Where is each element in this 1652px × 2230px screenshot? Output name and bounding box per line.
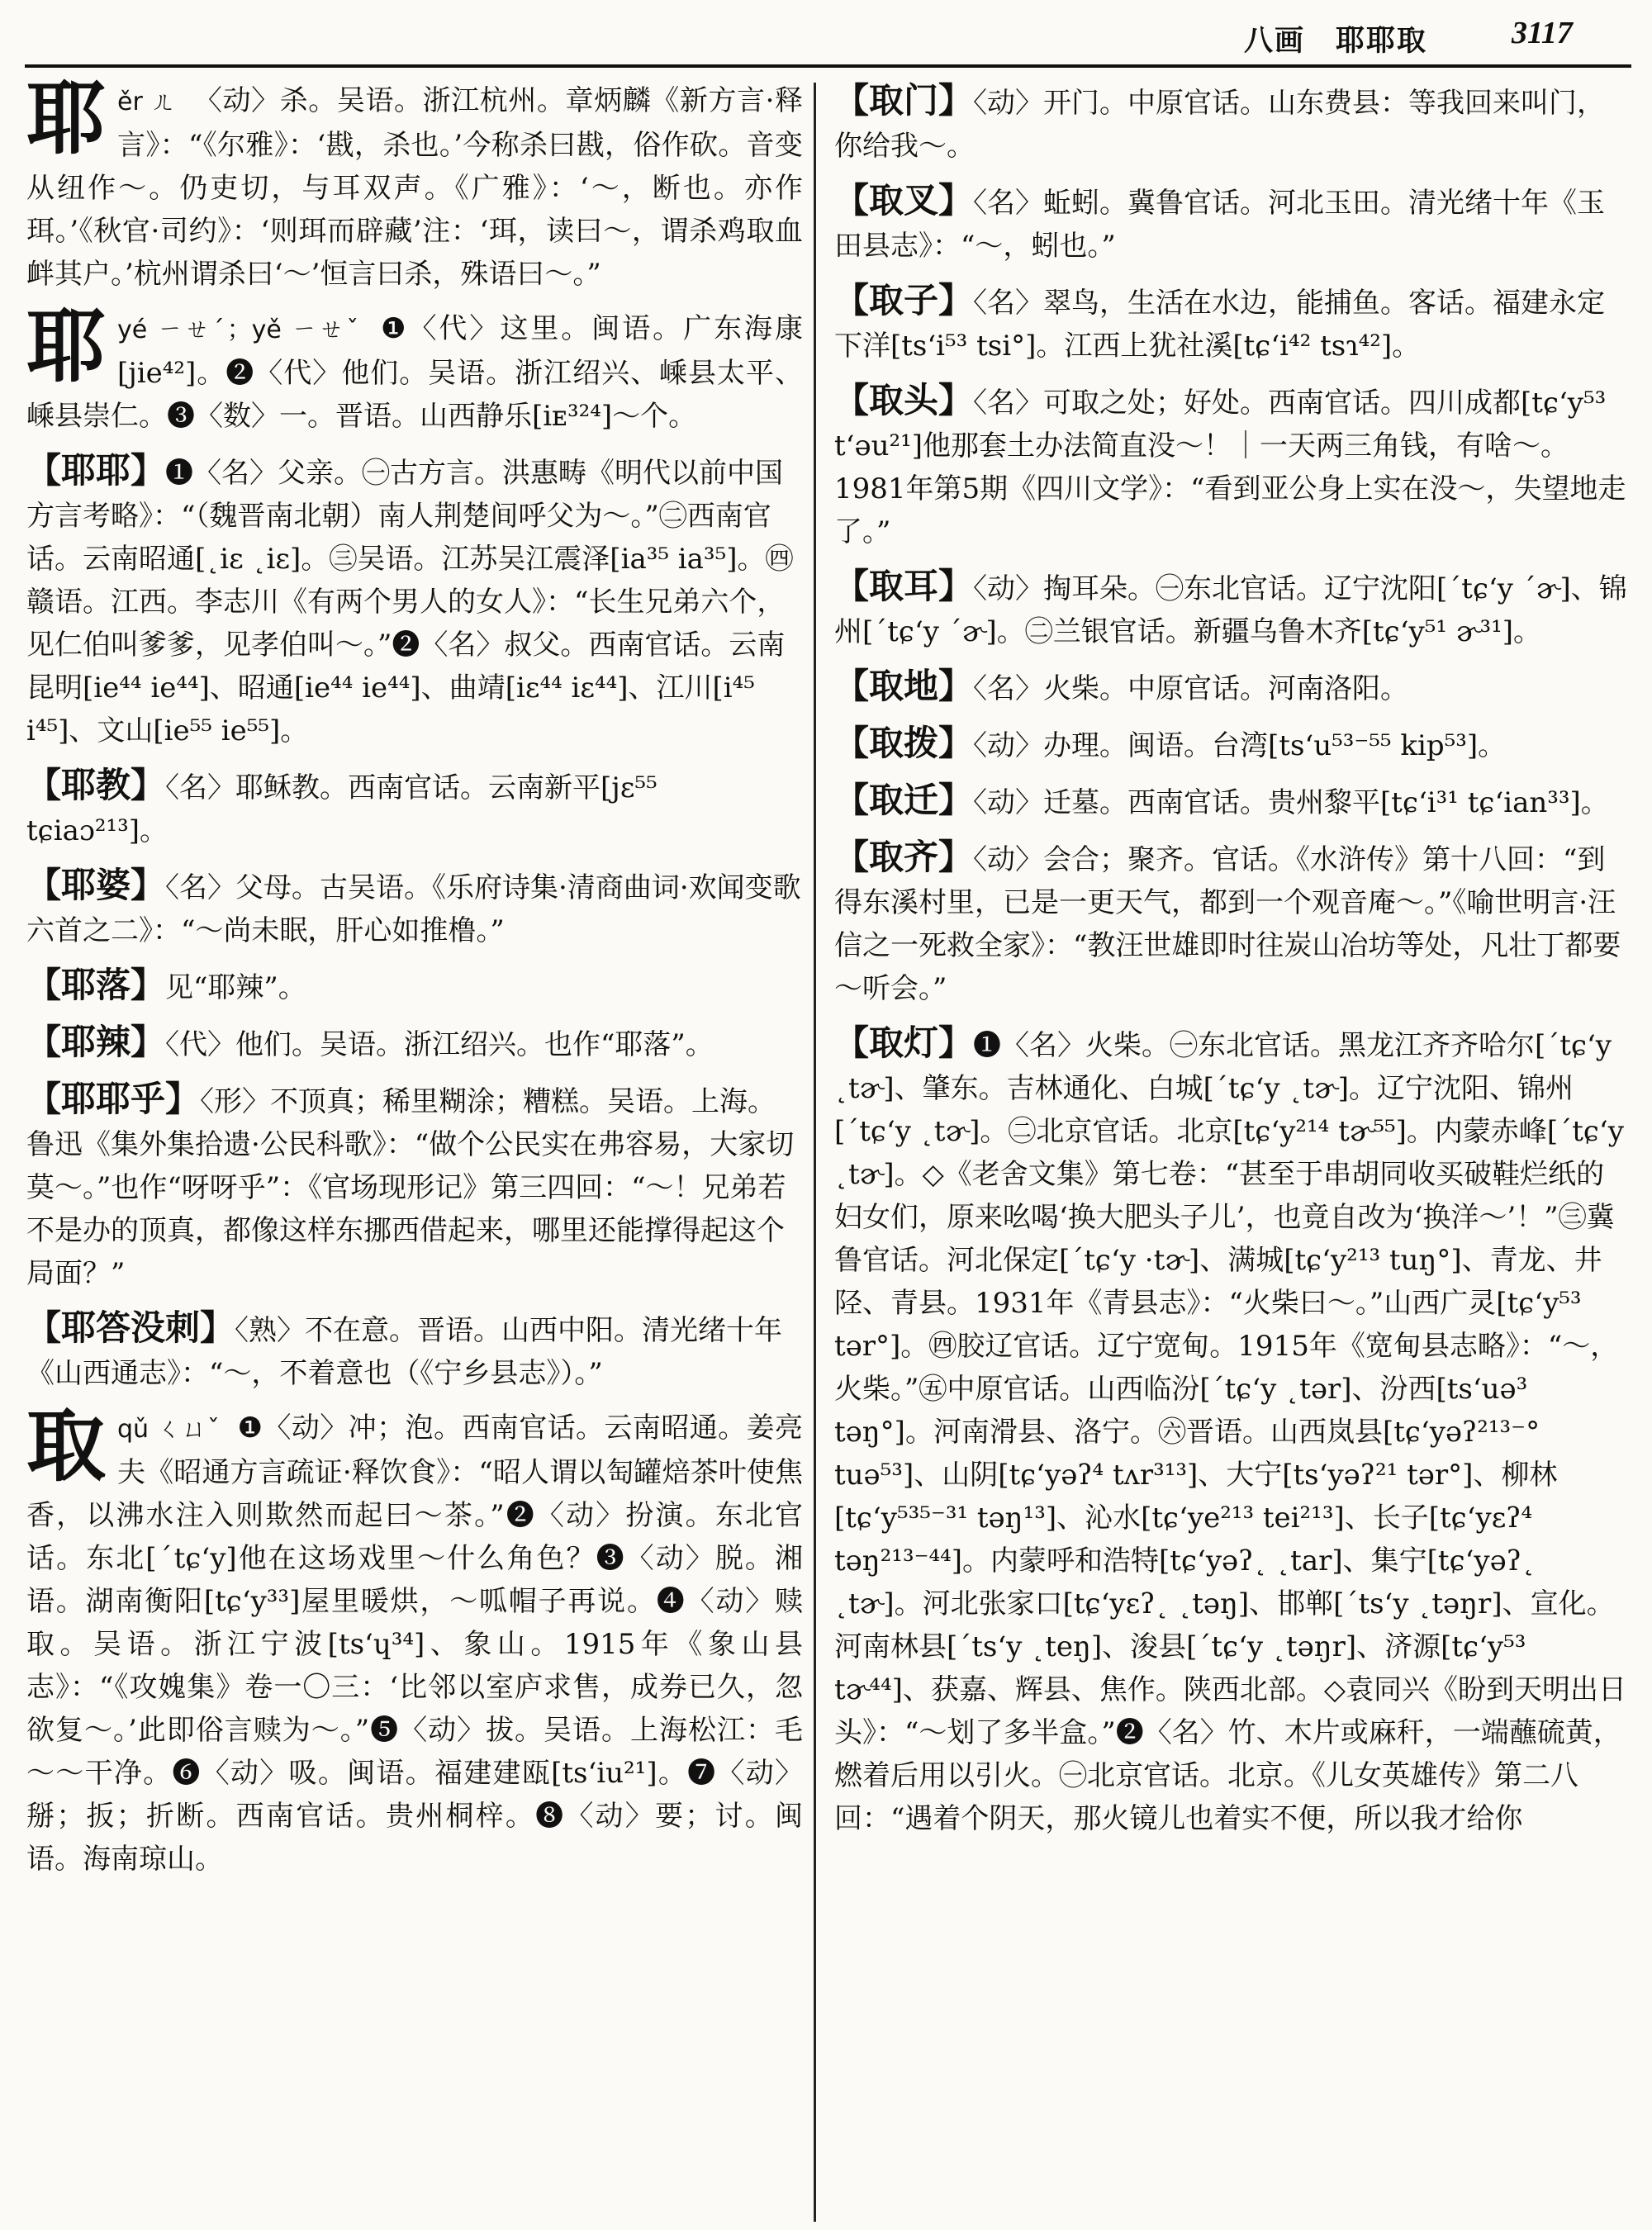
- sub-definition: 〈名〉耶稣教。西南官话。云南新平[jɛ⁵⁵ tɕiaɔ²¹³]。: [26, 771, 657, 847]
- sub-headword: 【取拨】: [834, 723, 974, 763]
- sub-headword: 【取子】: [834, 280, 974, 320]
- sub-definition: 〈名〉可取之处；好处。西南官话。四川成都[tɕʻy⁵³ tʻəu²¹]他那套土办法简直没～！｜一天两三角钱，有啥～。1981年第5期《四川文学》：“看到亚公身上实在没～，失望地走了。”: [834, 387, 1626, 548]
- page-header: [0, 0, 1652, 66]
- sub-entry: [26, 1021, 803, 1066]
- sub-entry: [834, 179, 1627, 268]
- sub-headword: 【耶答没刺】: [26, 1307, 235, 1348]
- headword-char: 耶: [26, 301, 106, 393]
- header-section-title: 八画 耶耶取: [1244, 24, 1428, 58]
- sub-entry: [26, 449, 803, 752]
- sub-definition: 〈动〉迁墓。西南官话。贵州黎平[tɕʻi³¹ tɕʻian³³]。: [973, 786, 1609, 819]
- sub-definition: 〈熟〉不在意。晋语。山西中阳。清光绪十年《山西通志》：“～，不着意也（《宁乡县志》）。”: [26, 1314, 783, 1390]
- sub-entry: [834, 279, 1627, 368]
- sub-definition: 〈名〉火柴。中原官话。河南洛阳。: [973, 672, 1409, 705]
- right-column: [834, 79, 1627, 1852]
- sub-entry: [26, 964, 803, 1009]
- sub-entry: [834, 722, 1627, 767]
- sub-definition: ❶〈名〉父亲。㊀古方言。洪惠畴《明代以前中国方言考略》：“（魏晋南北朝）南人荆楚间呼父为～。”㊁西南官话。云南昭通[˛iɛ ˛iɛ]。㊂吴语。江苏吴江震泽[ia³⁵ ia³⁵]。㊃赣语。江西。李志川《有两个男人的女人》：“长生兄弟六个，见仁伯叫爹爹，见孝伯叫～。”❷〈名〉叔父。西南官话。云南昆明[ie⁴⁴ ie⁴⁴]、昭通[ie⁴⁴ ie⁴⁴]、曲靖[iɛ⁴⁴ iɛ⁴⁴]、江川[i⁴⁵ i⁴⁵]、文山[ie⁵⁵ ie⁵⁵]。: [26, 457, 794, 747]
- sub-headword: 【耶落】: [26, 965, 166, 1005]
- sub-entry: [834, 665, 1627, 710]
- sub-entry: [834, 565, 1627, 653]
- sub-definition: 〈名〉翠鸟，生活在水边，能捕鱼。客话。福建永定下洋[tsʻi⁵³ tsi°]。江西上犹社溪[tɕʻi⁴² tsɿ⁴²]。: [834, 287, 1606, 363]
- entry-definition: ❶〈动〉冲；泡。西南官话。云南昭通。姜亮夫《昭通方言疏证·释饮食》：“昭人谓以匋罐焙茶叶使焦香，以沸水注入则欺然而起曰～茶。”❷〈动〉扮演。东北官话。东北[ˊtɕʻy]他在这场戏里～什么角色？❸〈动〉脱。湘语。湖南衡阳[tɕʻy³³]屋里暖烘，～呱帽子再说。❹〈动〉赎取。吴语。浙江宁波[tsʻɥ³⁴]、象山。1915年《象山县志》：“《攻媿集》卷一〇三：‘比邻以室庐求售，成券已久，忽欲复～。’此即俗言赎为～。”❺〈动〉拔。吴语。上海松江：毛～～干净。❻〈动〉吸。闽语。福建建瓯[tsʻiu²¹]。❼〈动〉掰；扳；折断。西南官话。贵州桐梓。❽〈动〉要；讨。闽语。海南琼山。: [26, 1412, 803, 1876]
- sub-definition: 〈形〉不顶真；稀里糊涂；糟糕。吴语。上海。鲁迅《集外集拾遗·公民科歌》：“做个公民实在弗容易，大家切莫～。”也作“呀呀乎”：《官场现形记》第三四回：“～！兄弟若不是办的顶真，都像这样东挪西借起来，哪里还能撑得起这个局面？”: [26, 1085, 795, 1290]
- column-divider: [814, 83, 816, 2222]
- sub-definition: 〈动〉会合；聚齐。官话。《水浒传》第十八回：“到得东溪村里，已是一更天气，都到一个观音庵～。”《喻世明言·汪信之一死救全家》：“教汪世雄即时往炭山冶坊等处，凡壮丁都要～听会。”: [834, 843, 1621, 1005]
- headword-char: 耶: [26, 73, 106, 165]
- sub-entry: [834, 1022, 1627, 1840]
- sub-entry: [834, 779, 1627, 824]
- pronunciation: yé ㄧㄝˊ；yě ㄧㄝˇ: [117, 316, 362, 344]
- sub-headword: 【取迁】: [834, 780, 974, 820]
- sub-headword: 【耶教】: [26, 765, 166, 805]
- sub-entry: [26, 864, 803, 952]
- entry-er: [26, 73, 804, 296]
- sub-headword: 【耶婆】: [26, 865, 166, 905]
- sub-entry: [26, 1078, 803, 1295]
- sub-definition: 〈动〉开门。中原官话。山东费县：等我回来叫门，你给我～。: [834, 87, 1606, 163]
- sub-definition: ❶〈名〉火柴。㊀东北官话。黑龙江齐齐哈尔[ˊtɕʻy ˛tɚ]、肇东。吉林通化、白城[ˊtɕʻy ˛tɚ]。辽宁沈阳、锦州[ˊtɕʻy ˛tɚ]。㊁北京官话。北京[tɕʻy²¹⁴ tɚ⁵⁵]。内蒙赤峰[ˊtɕʻy ˛tɚ]。◇《老舍文集》第七卷：“甚至于串胡同收买破鞋烂纸的妇女们，原来吆喝‘换大肥头子儿’，也竟自改为‘换洋～’！”㊂冀鲁官话。河北保定[ˊtɕʻy ·tɚ]、满城[tɕʻy²¹³ tuŋ°]、青龙、井陉、青县。1931年《青县志》：“火柴曰～。”山西广灵[tɕʻy⁵³ tər°]。㊃胶辽官话。辽宁宽甸。1915年《宽甸县志略》：“～，火柴。”㊄中原官话。山西临汾[ˊtɕʻy ˛tər]、汾西[tsʻuə³ təŋ°]。河南滑县、洛宁。㊅晋语。山西岚县[tɕʻyəʔ²¹³⁻° tuə⁵³]、山阴[tɕʻyəʔ⁴ tʌr³¹³]、大宁[tsʻyəʔ²¹ tər°]、柳林[tɕʻy⁵³⁵⁻³¹ təŋ¹³]、沁水[tɕʻye²¹³ tei²¹³]、长子[tɕʻyɛʔ⁴ təŋ²¹³⁻⁴⁴]。内蒙呼和浩特[tɕʻyəʔ˛ ˛tar]、集宁[tɕʻyəʔ˛ ˛tɚ]。河北张家口[tɕʻyɛʔ˛ ˛təŋ]、邯郸[ˊtsʻy ˛təŋr]、宣化。河南林县[ˊtsʻy ˛teŋ]、浚县[ˊtɕʻy ˛təŋr]、济源[tɕʻy⁵³ tɚ⁴⁴]、获嘉、辉县、焦作。陕西北部。◇袁同兴《盼到天明出日头》：“～划了多半盒。”❷〈名〉竹、木片或麻秆，一端蘸硫黄，燃着后用以引火。㊀北京官话。北京。《儿女英雄传》第二八回：“遇着个阴天，那火镜儿也着实不便，所以我才给你: [834, 1029, 1627, 1835]
- sub-headword: 【取门】: [834, 80, 974, 121]
- sub-definition: 〈名〉父母。古吴语。《乐府诗集·清商曲词·欢闻变歌六首之二》：“～尚未眠，肝心如推橹。”: [26, 871, 801, 947]
- sub-headword: 【取齐】: [834, 837, 974, 877]
- sub-headword: 【取耳】: [834, 566, 974, 606]
- sub-entry: [834, 379, 1627, 553]
- sub-headword: 【取头】: [834, 380, 974, 420]
- sub-entry: [834, 836, 1627, 1010]
- pronunciation: qǔ ㄑㄩˇ: [117, 1415, 221, 1444]
- sub-headword: 【耶耶】: [26, 450, 166, 491]
- entry-qu: [26, 1400, 803, 1881]
- headword-char: 取: [26, 1400, 106, 1492]
- entry-definition: 〈动〉杀。吴语。浙江杭州。章炳麟《新方言·释言》：“《尔雅》：‘戡，杀也。’今称杀曰戡，俗作砍。音变从纽作～。仍吏切，与耳双声。《广雅》：‘～，断也。亦作珥。’《秋官·司约》：‘则珥而辟藏’注：‘珥，读曰～，谓杀鸡取血衅其户。’杭州谓杀曰‘～’恒言曰杀，殊语曰～。”: [26, 84, 804, 291]
- sub-headword: 【取地】: [834, 666, 974, 706]
- sub-headword: 【取灯】: [834, 1022, 974, 1063]
- entry-definition: ❶〈代〉这里。闽语。广东海康[jie⁴²]。❷〈代〉他们。吴语。浙江绍兴、嵊县太平、嵊县崇仁。❸〈数〉一。晋语。山西静乐[iᴇ³²⁴]～个。: [26, 312, 804, 433]
- sub-definition: 〈动〉办理。闽语。台湾[tsʻu⁵³⁻⁵⁵ kip⁵³]。: [973, 729, 1507, 762]
- sub-entry: [26, 1307, 803, 1395]
- sub-definition: 〈名〉蚯蚓。冀鲁官话。河北玉田。清光绪十年《玉田县志》：“～，蚓也。”: [834, 187, 1606, 263]
- sub-headword: 【取叉】: [834, 180, 974, 221]
- sub-definition: 见“耶辣”。: [165, 971, 306, 1004]
- sub-entry: [26, 764, 803, 852]
- entry-ye: [26, 301, 804, 438]
- sub-headword: 【耶辣】: [26, 1022, 166, 1062]
- sub-entry: [834, 79, 1627, 168]
- left-column: [26, 73, 804, 1892]
- sub-headword: 【耶耶乎】: [26, 1079, 201, 1119]
- sub-definition: 〈代〉他们。吴语。浙江绍兴。也作“耶落”。: [165, 1028, 714, 1061]
- header-rule: [25, 64, 1631, 68]
- page-number: 3117: [1512, 16, 1573, 50]
- sub-definition: 〈动〉掏耳朵。㊀东北官话。辽宁沈阳[ˊtɕʻy ˊɚ]、锦州[ˊtɕʻy ˊɚ]。㊁兰银官话。新疆乌鲁木齐[tɕʻy⁵¹ ɚ³¹]。: [834, 572, 1627, 648]
- pronunciation: ěr ㄦ: [117, 88, 177, 116]
